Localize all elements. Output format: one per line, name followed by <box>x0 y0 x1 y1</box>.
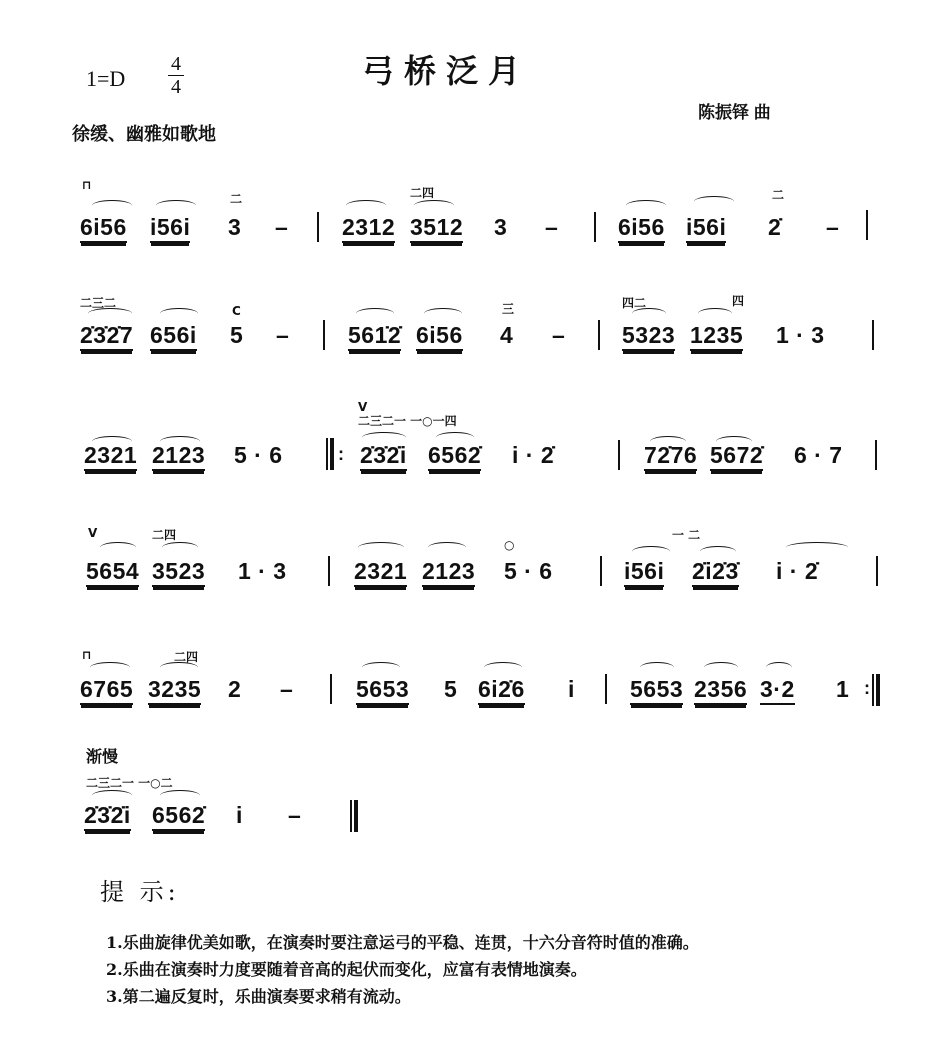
slur <box>414 200 454 211</box>
slur <box>356 308 394 319</box>
note-group: 2312 <box>342 214 395 243</box>
fingering-mark: 二 <box>230 192 243 206</box>
dash: – <box>552 322 566 348</box>
note-group: 2̇3̇2̇7 <box>80 322 133 351</box>
slur <box>88 308 132 319</box>
note-group: 3512 <box>410 214 463 243</box>
barline <box>330 674 332 704</box>
score-row-5 <box>0 640 944 720</box>
score-row-6 <box>0 770 944 850</box>
note-group: 2123 <box>422 558 475 587</box>
down-bow-mark: ⊓ <box>82 648 92 662</box>
note: 5 <box>230 322 244 348</box>
dotted-note: 1 · 3 <box>238 558 287 584</box>
fingering-mark: 三 <box>502 302 515 316</box>
note: 1 <box>836 676 850 702</box>
fingering-mark: 二三二一 一○二 <box>86 776 173 790</box>
harmonic-mark: ○ <box>504 538 515 552</box>
barline <box>875 440 877 470</box>
note-group: 2321 <box>84 442 137 471</box>
slur <box>766 662 792 673</box>
note-group: 6562̇ <box>428 442 481 471</box>
note-group: 72̇76 <box>644 442 697 471</box>
dash: – <box>275 214 289 240</box>
slur <box>694 196 734 207</box>
note: 2̇ <box>768 214 782 240</box>
key-signature: 1=D <box>86 66 126 91</box>
fingering-mark: 二四 <box>152 528 177 542</box>
note-group: 2̇3̇2̇i <box>84 802 131 831</box>
slur <box>346 200 386 211</box>
note: 3 <box>494 214 508 240</box>
slur <box>700 546 736 557</box>
composer: 陈振铎 曲 <box>698 103 771 122</box>
time-signature-numerator: 4 <box>171 53 181 75</box>
fingering-mark: 一 二 <box>672 528 701 542</box>
harmonic-mark: C <box>232 304 241 318</box>
score-row-2 <box>0 290 944 370</box>
fingering-mark: 二四 <box>410 186 435 200</box>
slur <box>160 308 198 319</box>
dotted-note: i · 2̇ <box>512 442 555 468</box>
tip-item: 3.第二遍反复时，乐曲演奏要求稍有流动。 <box>106 987 411 1006</box>
repeat-dots: : <box>864 678 870 698</box>
note: 2 <box>228 676 242 702</box>
note-group: i56i <box>150 214 190 243</box>
barline <box>872 320 874 350</box>
dotted-note: 5 · 6 <box>234 442 283 468</box>
slur <box>160 790 200 801</box>
slur <box>156 200 196 211</box>
note-group: 5653 <box>630 676 683 705</box>
note-group: 2321 <box>354 558 407 587</box>
repeat-dots: : <box>338 444 344 464</box>
note-group: 3·2 <box>760 676 795 705</box>
slur <box>92 790 132 801</box>
up-bow-mark: V <box>88 526 98 540</box>
note-group: 2123 <box>152 442 205 471</box>
slur <box>358 542 404 553</box>
slur <box>704 662 738 673</box>
note-group: 3235 <box>148 676 201 705</box>
dash: – <box>288 802 302 828</box>
note-group: 2356 <box>694 676 747 705</box>
fingering-mark: 四 <box>732 294 745 308</box>
note-group: 6i56 <box>618 214 665 243</box>
dotted-note: 5 · 6 <box>504 558 553 584</box>
page-title: 弓桥泛月 <box>362 52 531 90</box>
barline <box>598 320 600 350</box>
tips-heading: 提 示: <box>100 878 180 906</box>
dotted-note: 1 · 3 <box>776 322 825 348</box>
slur <box>640 662 674 673</box>
slur <box>484 662 522 673</box>
barline <box>605 674 607 704</box>
tempo-marking: 徐缓、幽雅如歌地 <box>72 124 216 145</box>
slur <box>424 308 462 319</box>
slur <box>428 542 466 553</box>
slur <box>632 546 670 557</box>
dotted-note: 6 · 7 <box>794 442 843 468</box>
note-group: 2̇i2̇3̇ <box>692 558 739 587</box>
note-group: 6i56 <box>80 214 127 243</box>
note: i <box>568 676 575 702</box>
barline <box>317 212 319 242</box>
note-group: 656i <box>150 322 197 351</box>
dash: – <box>280 676 294 702</box>
barline <box>876 556 878 586</box>
tip-item: 1.乐曲旋律优美如歌，在演奏时要注意运弓的平稳、连贯，十六分音符时值的准确。 <box>106 933 699 952</box>
note-group: 6562̇ <box>152 802 205 831</box>
final-barline <box>350 800 358 832</box>
barline <box>323 320 325 350</box>
barline <box>618 440 620 470</box>
repeat-end-barline <box>872 674 880 706</box>
tempo-change: 渐慢 <box>86 747 119 766</box>
dotted-note: i · 2̇ <box>776 558 819 584</box>
barline <box>594 212 596 242</box>
note: 5 <box>444 676 458 702</box>
note-group: 5323 <box>622 322 675 351</box>
slur <box>626 200 666 211</box>
slur <box>162 542 198 553</box>
barline <box>866 210 868 240</box>
note-group: 6765 <box>80 676 133 705</box>
tip-item: 2.乐曲在演奏时力度要随着音高的起伏而变化，应富有表情地演奏。 <box>106 960 587 979</box>
slur <box>698 308 732 319</box>
note: 3 <box>228 214 242 240</box>
fingering-mark: 四二 <box>622 296 647 310</box>
note-group: i56i <box>686 214 726 243</box>
up-bow-mark: V <box>358 400 368 414</box>
note-group: 561̇2̇ <box>348 322 401 351</box>
note-group: 5654 <box>86 558 139 587</box>
slur <box>92 200 132 211</box>
slur <box>632 308 666 319</box>
note-group: 6i56 <box>416 322 463 351</box>
note: 4 <box>500 322 514 348</box>
slur <box>362 662 400 673</box>
barline <box>328 556 330 586</box>
slur <box>786 542 848 553</box>
slur <box>100 542 136 553</box>
note-group: i56i <box>624 558 664 587</box>
score-row-1 <box>0 176 944 256</box>
time-signature-denominator: 4 <box>171 76 181 98</box>
note-group: 3523 <box>152 558 205 587</box>
note-group: 5672̇ <box>710 442 763 471</box>
fingering-mark: 二四 <box>174 650 199 664</box>
fingering-mark: 二三二一 一○一四 <box>358 414 457 428</box>
fingering-mark: 二 <box>772 188 785 202</box>
dash: – <box>276 322 290 348</box>
score-row-3 <box>0 400 944 480</box>
dash: – <box>826 214 840 240</box>
slur <box>90 662 130 673</box>
barline <box>600 556 602 586</box>
note-group: 2̇3̇2̇i <box>360 442 407 471</box>
dash: – <box>545 214 559 240</box>
note: i <box>236 802 243 828</box>
score-row-4 <box>0 520 944 600</box>
note-group: 6i2̇6 <box>478 676 525 705</box>
down-bow-mark: ⊓ <box>82 178 92 192</box>
slur <box>160 662 198 673</box>
repeat-start-barline <box>326 438 334 470</box>
fingering-mark: 二三二 <box>80 296 117 310</box>
note-group: 1235 <box>690 322 743 351</box>
note-group: 5653 <box>356 676 409 705</box>
time-signature <box>168 54 184 97</box>
